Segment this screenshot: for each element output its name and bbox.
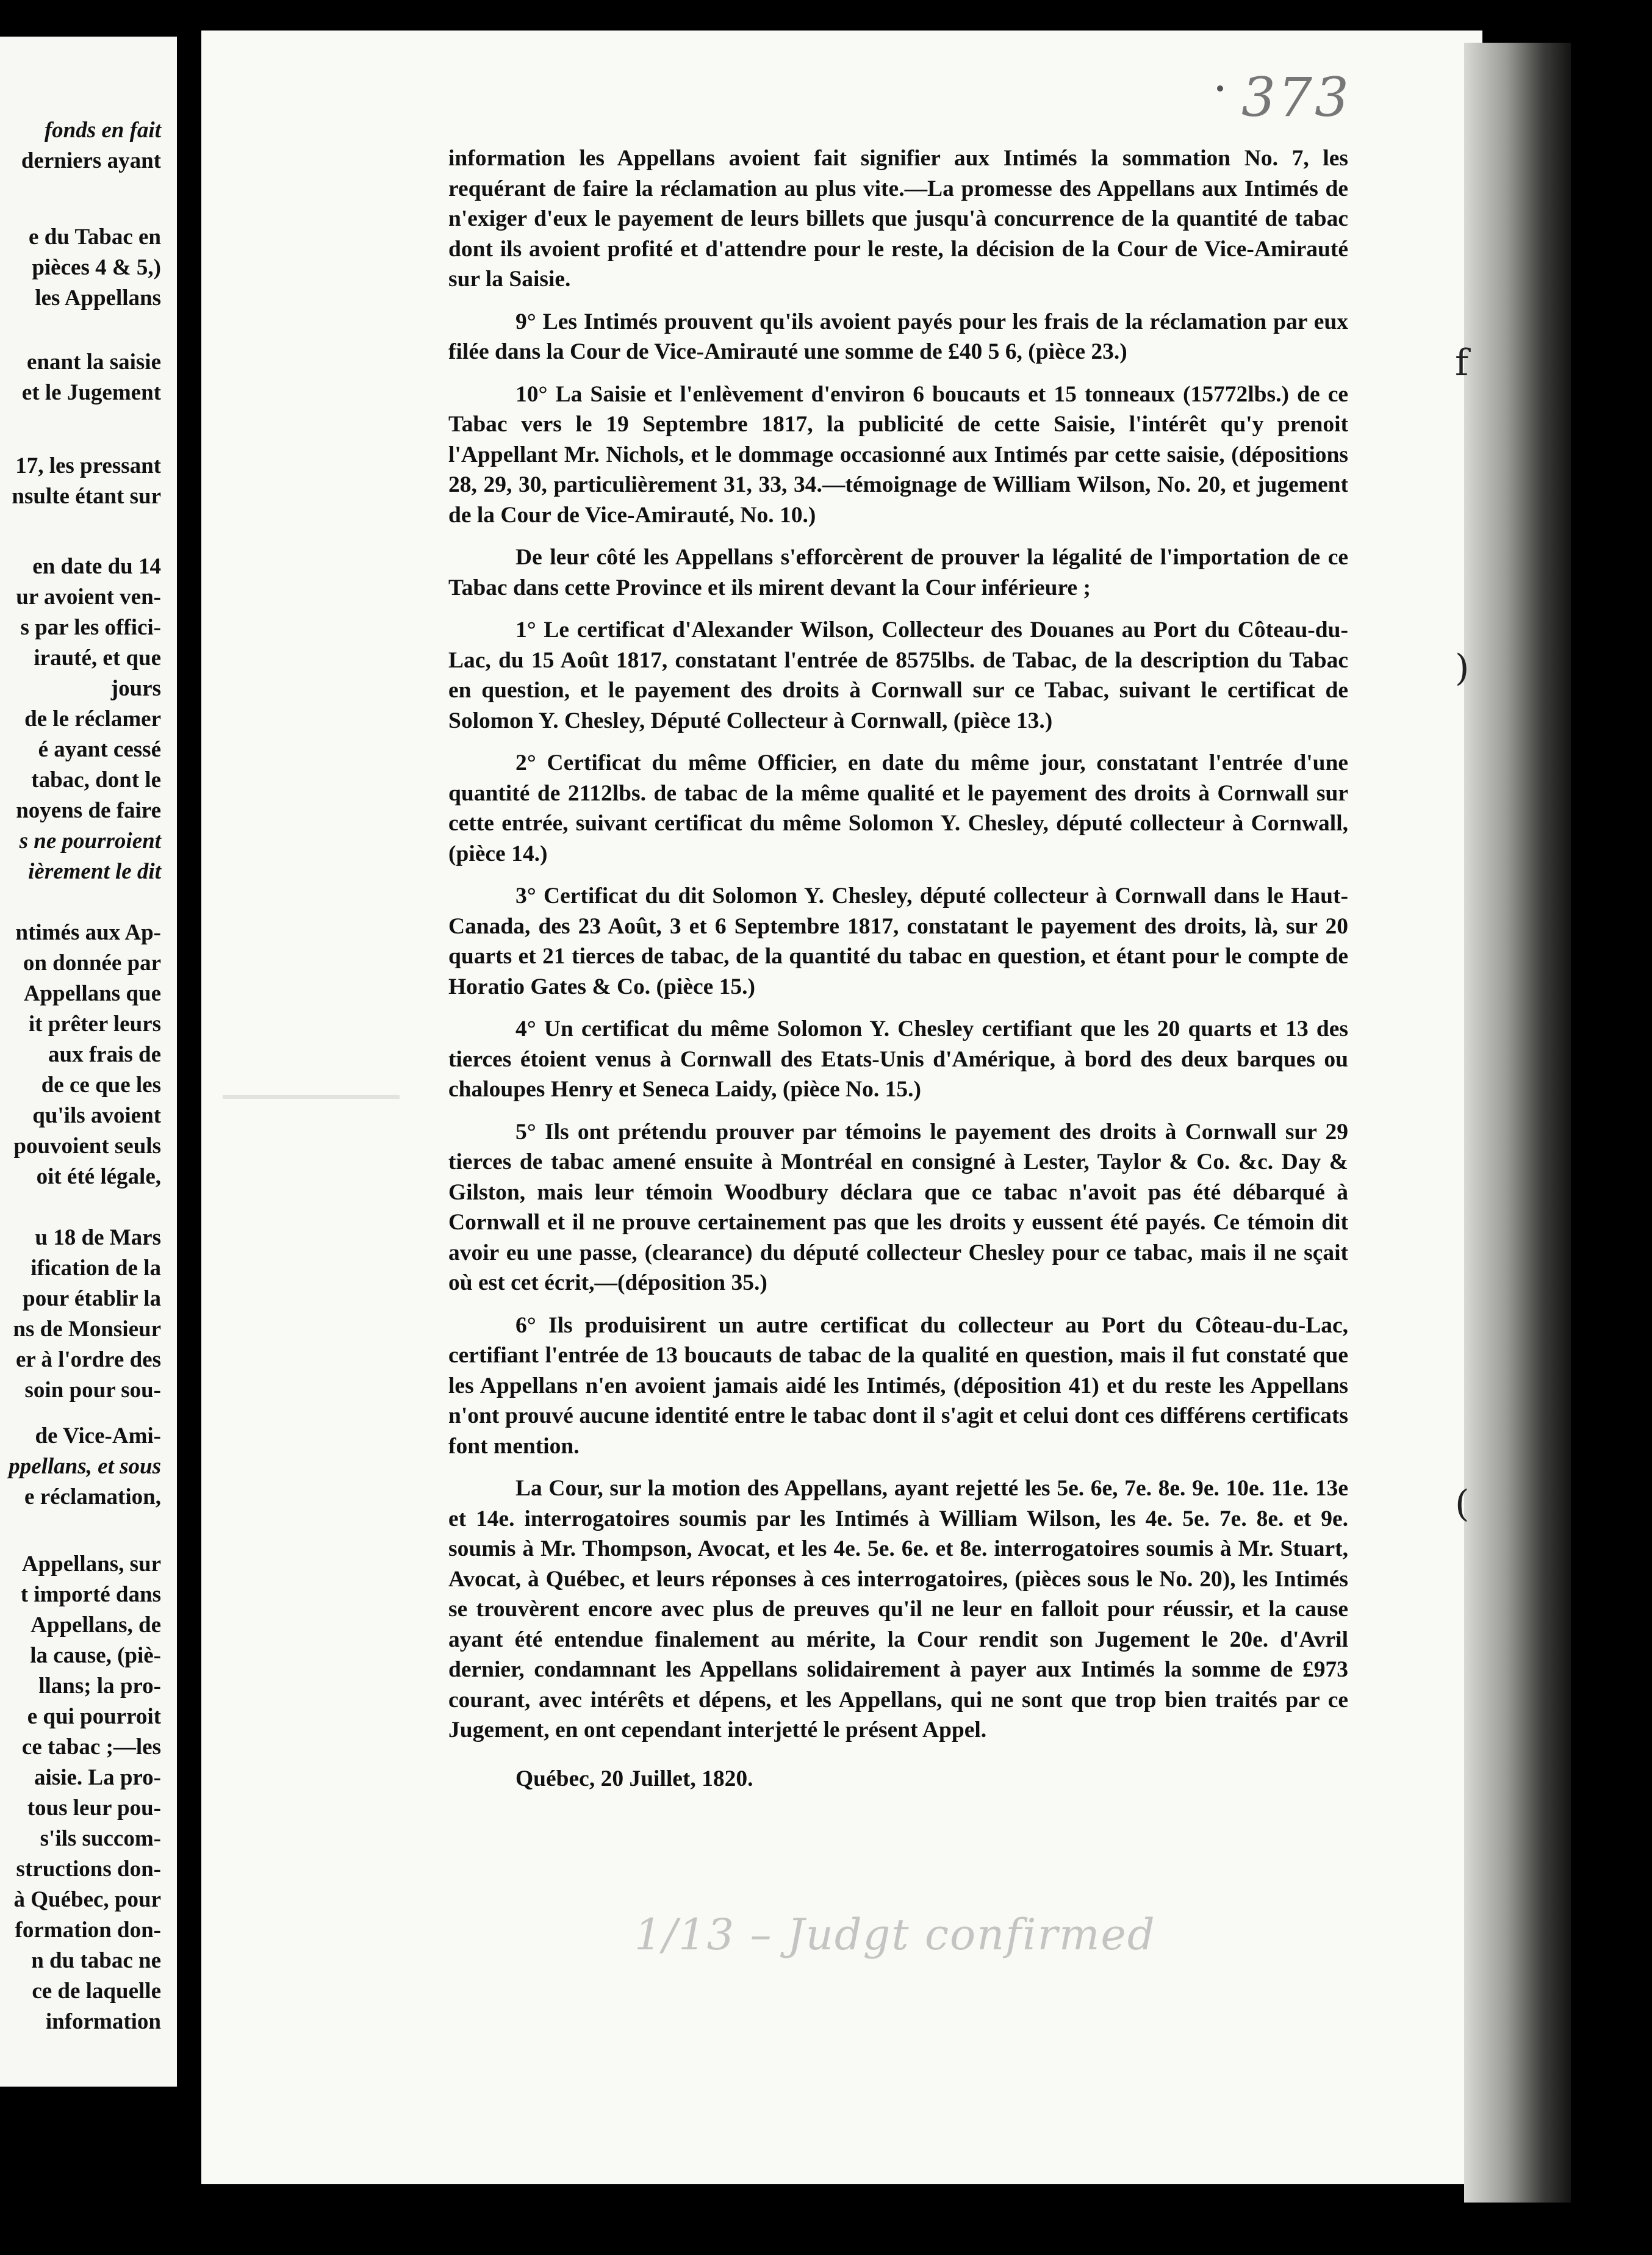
- left-page-line: it prêter leurs: [28, 1012, 161, 1037]
- left-page-line: information: [45, 2009, 161, 2034]
- left-page-line: à Québec, pour: [13, 1887, 161, 1912]
- left-page-line: Appellans, de: [31, 1613, 161, 1638]
- left-page-line: et le Jugement: [21, 380, 161, 405]
- paragraph: 2° Certificat du même Officier, en date du même jour, constatant l'entrée d'une quantité de 2112lbs. de tabac de la même qualité et le payement des droits à Cornwall sur cette entrée, suivant certificat du même Solomon Y. Chesley, député collecteur à Cornwall, (pièce 14.): [448, 750, 1348, 866]
- paragraph: 3° Certificat du dit Solomon Y. Chesley, député collecteur à Cornwall dans le Haut-Canada, des 23 Août, 3 et 6 Septembre 1817, constatant le payement des droits, là, sur 20 quarts et 21 tierces de tabac, de la quantité du tabac en question, et étant pour le compte de Horatio Gates & Co. (pièce 15.): [448, 883, 1348, 999]
- left-page-line: ce de laquelle: [32, 1979, 161, 2004]
- edge-marks: [1455, 0, 1492, 2255]
- left-page-line: tabac, dont le: [31, 768, 161, 793]
- left-page-line: ur avoient ven-: [16, 584, 161, 610]
- left-page-line: on donnée par: [23, 951, 161, 976]
- signoff: Québec, 20 Juillet, 1820.: [515, 1766, 753, 1791]
- left-page-line: ppellans, et sous: [9, 1454, 161, 1479]
- paragraph: 6° Ils produisirent un autre certificat du collecteur au Port du Côteau-du-Lac, certifiant l'entrée de 13 boucauts de tabac de la qualité en question, mais il fut constaté que les Appellans n'en avoient jamais aidé les Intimés, (déposition 41) et du reste les Appellans n'ont prouvé aucune identité entre le tabac dont il s'agit et celui dont ces différens certificats font mention.: [448, 1312, 1348, 1459]
- left-page-line: pièces 4 & 5,): [32, 255, 161, 280]
- paragraph: 9° Les Intimés prouvent qu'ils avoient payés pour les frais de la réclamation par eux filée dans la Cour de Vice-Amirauté une somme de £40 5 6, (pièce 23.): [448, 309, 1348, 364]
- left-page-line: 17, les pressant: [15, 453, 161, 478]
- left-page-fragment: [0, 37, 177, 2087]
- edge-mark: ): [1455, 647, 1470, 689]
- left-page-line: irauté, et que: [34, 646, 161, 671]
- left-page-line: enant la saisie: [27, 350, 161, 375]
- left-page-line: er à l'ordre des: [15, 1347, 161, 1372]
- left-page-line: aisie. La pro-: [34, 1765, 161, 1790]
- left-page-line: e réclamation,: [24, 1484, 161, 1509]
- left-page-line: s par les offici-: [20, 615, 161, 640]
- left-page-line: la cause, (piè-: [30, 1643, 161, 1668]
- left-page-line: tous leur pou-: [27, 1796, 161, 1821]
- left-page-line: pour établir la: [23, 1286, 161, 1311]
- left-page-line: formation don-: [15, 1918, 161, 1943]
- left-page-line: oit été légale,: [36, 1164, 161, 1189]
- left-page-line: llans; la pro-: [38, 1674, 161, 1699]
- handwritten-annotation: 1/13 – Judgt confirmed: [634, 1910, 1156, 1960]
- left-page-line: t importé dans: [20, 1582, 161, 1607]
- left-page-line: nsulte étant sur: [12, 484, 161, 509]
- left-page-line: s'ils succom-: [40, 1826, 161, 1851]
- left-page-line: derniers ayant: [21, 148, 161, 173]
- left-page-line: les Appellans: [35, 286, 161, 311]
- left-page-line: structions don-: [16, 1857, 161, 1882]
- left-page-line: Appellans, sur: [21, 1552, 161, 1577]
- left-page-line: n du tabac ne: [31, 1948, 161, 1973]
- left-page-line: jours: [110, 676, 161, 701]
- paragraph: De leur côté les Appellans s'efforcèrent de prouver la légalité de l'importation de ce Tabac dans cette Province et ils mirent devant la Cour inférieure ;: [448, 545, 1348, 600]
- left-page-line: de Vice-Ami-: [35, 1423, 161, 1448]
- left-page-line: ns de Monsieur: [13, 1317, 161, 1342]
- left-page-line: soin pour sou-: [24, 1378, 161, 1403]
- left-page-line: noyens de faire: [16, 798, 161, 823]
- edge-mark: (: [1455, 1483, 1470, 1525]
- left-page-line: e du Tabac en: [29, 225, 161, 250]
- paragraph: information les Appellans avoient fait signifier aux Intimés la sommation No. 7, les requérant de faire la réclamation au plus vite.—La promesse des Appellans aux Intimés de n'exiger d'eux le payement de leurs billets que jusqu'à concurrence de la quantité de tabac dont ils avoient profité et d'attendre pour le reste, la décision de la Cour de Vice-Amirauté sur la Saisie.: [448, 146, 1348, 292]
- left-page-line: ification de la: [31, 1256, 161, 1281]
- paragraph: 1° Le certificat d'Alexander Wilson, Collecteur des Douanes au Port du Côteau-du-Lac, du 15 Août 1817, constatant l'entrée de 8575lbs. de Tabac, de la description du Tabac en question, et le payement des droits à Cornwall sur ce Tabac, suivant le certificat de Solomon Y. Chesley, Député Collecteur à Cornwall, (pièce 13.): [448, 617, 1348, 733]
- paragraph: 10° La Saisie et l'enlèvement d'environ 6 boucauts et 15 tonneaux (15772lbs.) de ce Tabac vers le 19 Septembre 1817, la publicité de cette Saisie, l'intérêt qu'y prenoit l'Appellant Mr. Nichols, et le dommage occasionné aux Intimés par cette saisie, (dépositions 28, 29, 30, particulièrement 31, 33, 34.—témoignage de William Wilson, No. 20, et jugement de la Cour de Vice-Amirauté, No. 10.): [448, 381, 1348, 528]
- left-page-line: de le réclamer: [24, 707, 161, 732]
- paragraph: La Cour, sur la motion des Appellans, ayant rejetté les 5e. 6e, 7e. 8e. 9e. 10e. 11e. 13e et 14e. interrogatoires soumis par les Intimés à William Wilson, les 4e. 5e. 7e. 8e. et 9e. soumis à Mr. Thompson, Avocat, et les 4e. 5e. 6e. et 8e. interrogatoires soumis à Mr. Stuart, Avocat, à Québec, et leurs réponses à ces interrogatoires, (pièces sous le No. 20), les Intimés se trouvèrent encore avec plus de preuves qu'il ne leur en falloit pour réussir, et la cause ayant été entendue finalement au mérite, la Cour rendit son Jugement le 20e. d'Avril dernier, condamnant les Appellans solidairement à payer aux Intimés la somme de £973 courant, avec intérêts et dépens, et les Appellans, qui ne sont que trop bien traités par ce Jugement, en ont cependant interjetté le présent Appel.: [448, 1476, 1348, 1743]
- body-text: [448, 143, 1348, 1794]
- left-page-line: ce tabac ;—les: [21, 1735, 161, 1760]
- paragraph: 4° Un certificat du même Solomon Y. Chesley certifiant que les 20 quarts et 13 des tierces étoient venus à Cornwall des Etats-Unis d'Amérique, à bord des deux barques ou chaloupes Henry et Seneca Laidy, (pièce No. 15.): [448, 1016, 1348, 1102]
- left-page-line: aux frais de: [48, 1042, 161, 1067]
- left-page-line: pouvoient seuls: [13, 1134, 161, 1159]
- left-page-line: e qui pourroit: [27, 1704, 161, 1729]
- left-page-line: de ce que les: [41, 1073, 161, 1098]
- left-page-line: en date du 14: [32, 554, 161, 579]
- left-page-line: u 18 de Mars: [35, 1225, 161, 1250]
- left-page-line: fonds en fait: [44, 118, 161, 143]
- page-number: 373: [1241, 66, 1351, 129]
- left-page-line: qu'ils avoient: [32, 1103, 161, 1128]
- left-page-line: ntimés aux Ap-: [15, 920, 161, 945]
- paragraph: 5° Ils ont prétendu prouver par témoins le payement des droits à Cornwall sur 29 tierces de tabac amené ensuite à Montréal en consigné à Lester, Taylor & Co. &c. Day & Gilston, mais leur témoin Woodbury déclara que ce tabac n'avoit pas été débarqué à Cornwall et il ne prouve certainement pas que les droits y eussent été payés. Ce témoin dit avoir eu une passe, (clearance) du député collecteur Chesley pour ce tabac, mais il ne sçait où est cet écrit,—(déposition 35.): [448, 1119, 1348, 1295]
- left-page-line: s ne pourroient: [19, 829, 161, 854]
- left-page-line: é ayant cessé: [38, 737, 161, 762]
- page-dot: [1217, 85, 1223, 92]
- left-page-line: ièrement le dit: [28, 859, 161, 884]
- left-page-line: Appellans que: [23, 981, 161, 1006]
- edge-mark: f: [1455, 342, 1469, 384]
- bleed-through-mark: [223, 1095, 400, 1099]
